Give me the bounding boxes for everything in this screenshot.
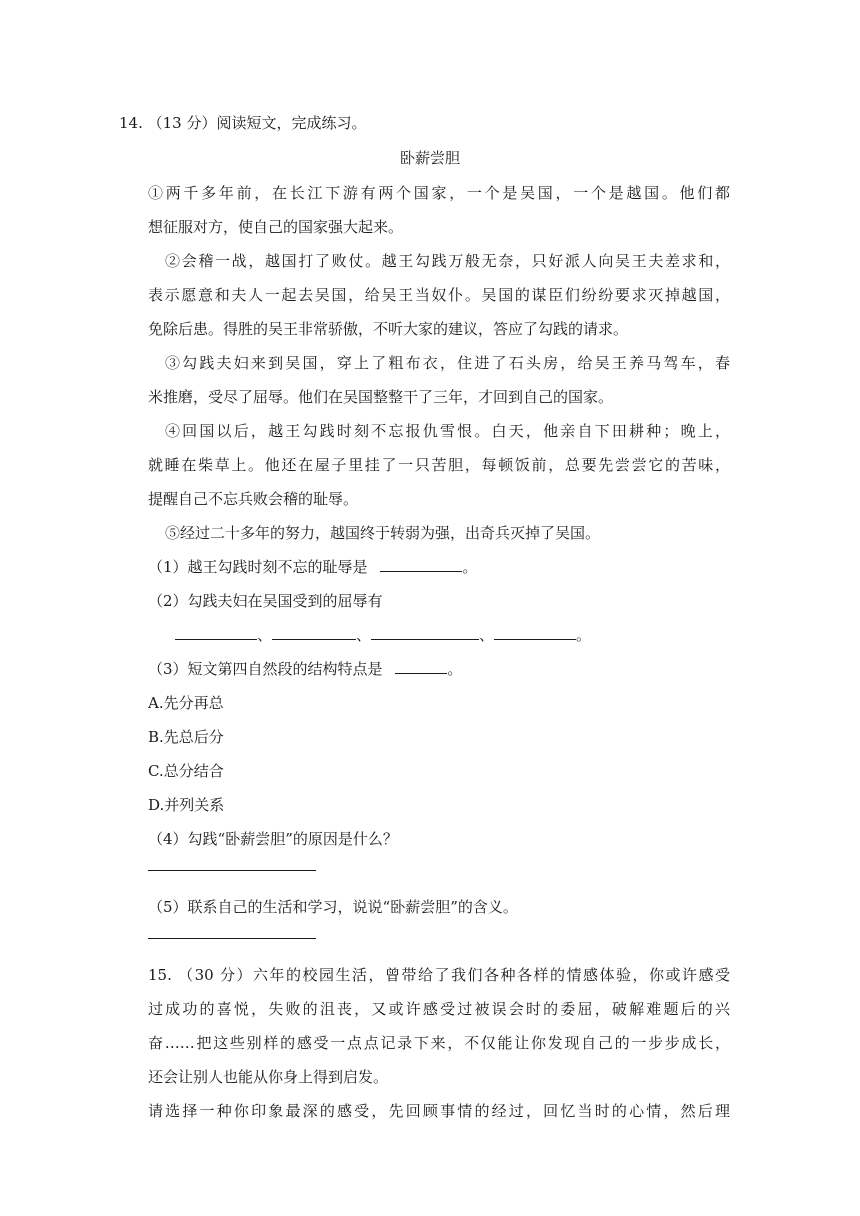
option-b[interactable]: B.先总后分 [148, 728, 224, 746]
question-15-line-4: 还会让别人也能从你身上得到启发。 [148, 1068, 389, 1086]
passage-paragraph-5-line-1: ⑤经过二十多年的努力，越国终于转弱为强，出奇兵灭掉了吴国。 [165, 524, 601, 542]
passage-paragraph-4-line-1: ④回国以后，越王勾践时刻不忘报仇雪恨。白天，他亲自下田耕种；晚上， [165, 422, 730, 440]
sub-question-2-text: （2）勾践夫妇在吴国受到的屈辱有 [148, 592, 383, 610]
question-15-line-5: 请选择一种你印象最深的感受，先回顾事情的经过，回忆当时的心情，然后理 [148, 1102, 730, 1120]
blank-separator-1: 、 [257, 626, 273, 644]
question-15-line-2: 过成功的喜悦，失败的沮丧，又或许感受过被误会时的委屈，破解难题后的兴 [148, 1000, 730, 1018]
answer-blank-2c[interactable] [371, 625, 479, 640]
question-14-header: 14. （13 分）阅读短文，完成练习。 [119, 114, 367, 132]
sub-question-3-text: （3）短文第四自然段的结构特点是 [148, 660, 383, 678]
answer-line-5[interactable] [148, 938, 316, 939]
sub-question-2-end: 。 [576, 626, 592, 644]
answer-line-4[interactable] [148, 870, 316, 871]
passage-paragraph-3-line-1: ③勾践夫妇来到吴国，穿上了粗布衣，住进了石头房，给吴王养马驾车，春 [165, 354, 730, 372]
sub-question-5: （5）联系自己的生活和学习，说说“卧薪尝胆”的含义。 [148, 898, 518, 916]
sub-question-4: （4）勾践“卧薪尝胆”的原因是什么？ [148, 830, 398, 848]
option-d[interactable]: D.并列关系 [148, 796, 225, 814]
answer-blank-2a[interactable] [175, 625, 257, 640]
blank-separator-2: 、 [356, 626, 372, 644]
answer-blank-1[interactable] [380, 557, 462, 572]
sub-question-1 [148, 557, 477, 577]
passage-paragraph-4-line-3: 提醒自己不忘兵败会稽的耻辱。 [148, 490, 359, 508]
passage-paragraph-2-line-1: ②会稽一战，越国打了败仗。越王勾践万般无奈，只好派人向吴王夫差求和， [165, 252, 730, 270]
passage-paragraph-2-line-3: 免除后患。得胜的吴王非常骄傲，不听大家的建议，答应了勾践的请求。 [148, 320, 629, 338]
answer-blank-2d[interactable] [494, 625, 576, 640]
sub-question-1-end: 。 [462, 558, 478, 576]
passage-paragraph-1-line-1: ①两千多年前，在长江下游有两个国家，一个是吴国，一个是越国。他们都 [148, 184, 730, 202]
sub-question-3 [148, 659, 462, 679]
answer-blank-3[interactable] [395, 659, 447, 674]
sub-question-2-blanks [175, 625, 591, 645]
option-c[interactable]: C.总分结合 [148, 762, 224, 780]
question-15-line-1: 15. （30 分）六年的校园生活，曾带给了我们各种各样的情感体验，你或许感受 [148, 966, 730, 984]
answer-blank-2b[interactable] [272, 625, 356, 640]
question-15-line-3: 奋……把这些别样的感受一点点记录下来，不仅能让你发现自己的一步步成长， [148, 1034, 730, 1052]
passage-title: 卧薪尝胆 [400, 149, 461, 167]
sub-question-1-text: （1）越王勾践时刻不忘的耻辱是 [148, 558, 368, 576]
passage-paragraph-1-line-2: 想征服对方，使自己的国家强大起来。 [148, 218, 404, 236]
option-a[interactable]: A.先分再总 [148, 694, 224, 712]
passage-paragraph-2-line-2: 表示愿意和夫人一起去吴国，给吴王当奴仆。吴国的谋臣们纷纷要求灭掉越国， [148, 286, 730, 304]
passage-paragraph-4-line-2: 就睡在柴草上。他还在屋子里挂了一只苦胆，每顿饭前，总要先尝尝它的苦味， [148, 456, 730, 474]
blank-separator-3: 、 [479, 626, 495, 644]
passage-paragraph-3-line-2: 米推磨，受尽了屈辱。他们在吴国整整干了三年，才回到自己的国家。 [148, 388, 614, 406]
sub-question-3-end: 。 [447, 660, 463, 678]
